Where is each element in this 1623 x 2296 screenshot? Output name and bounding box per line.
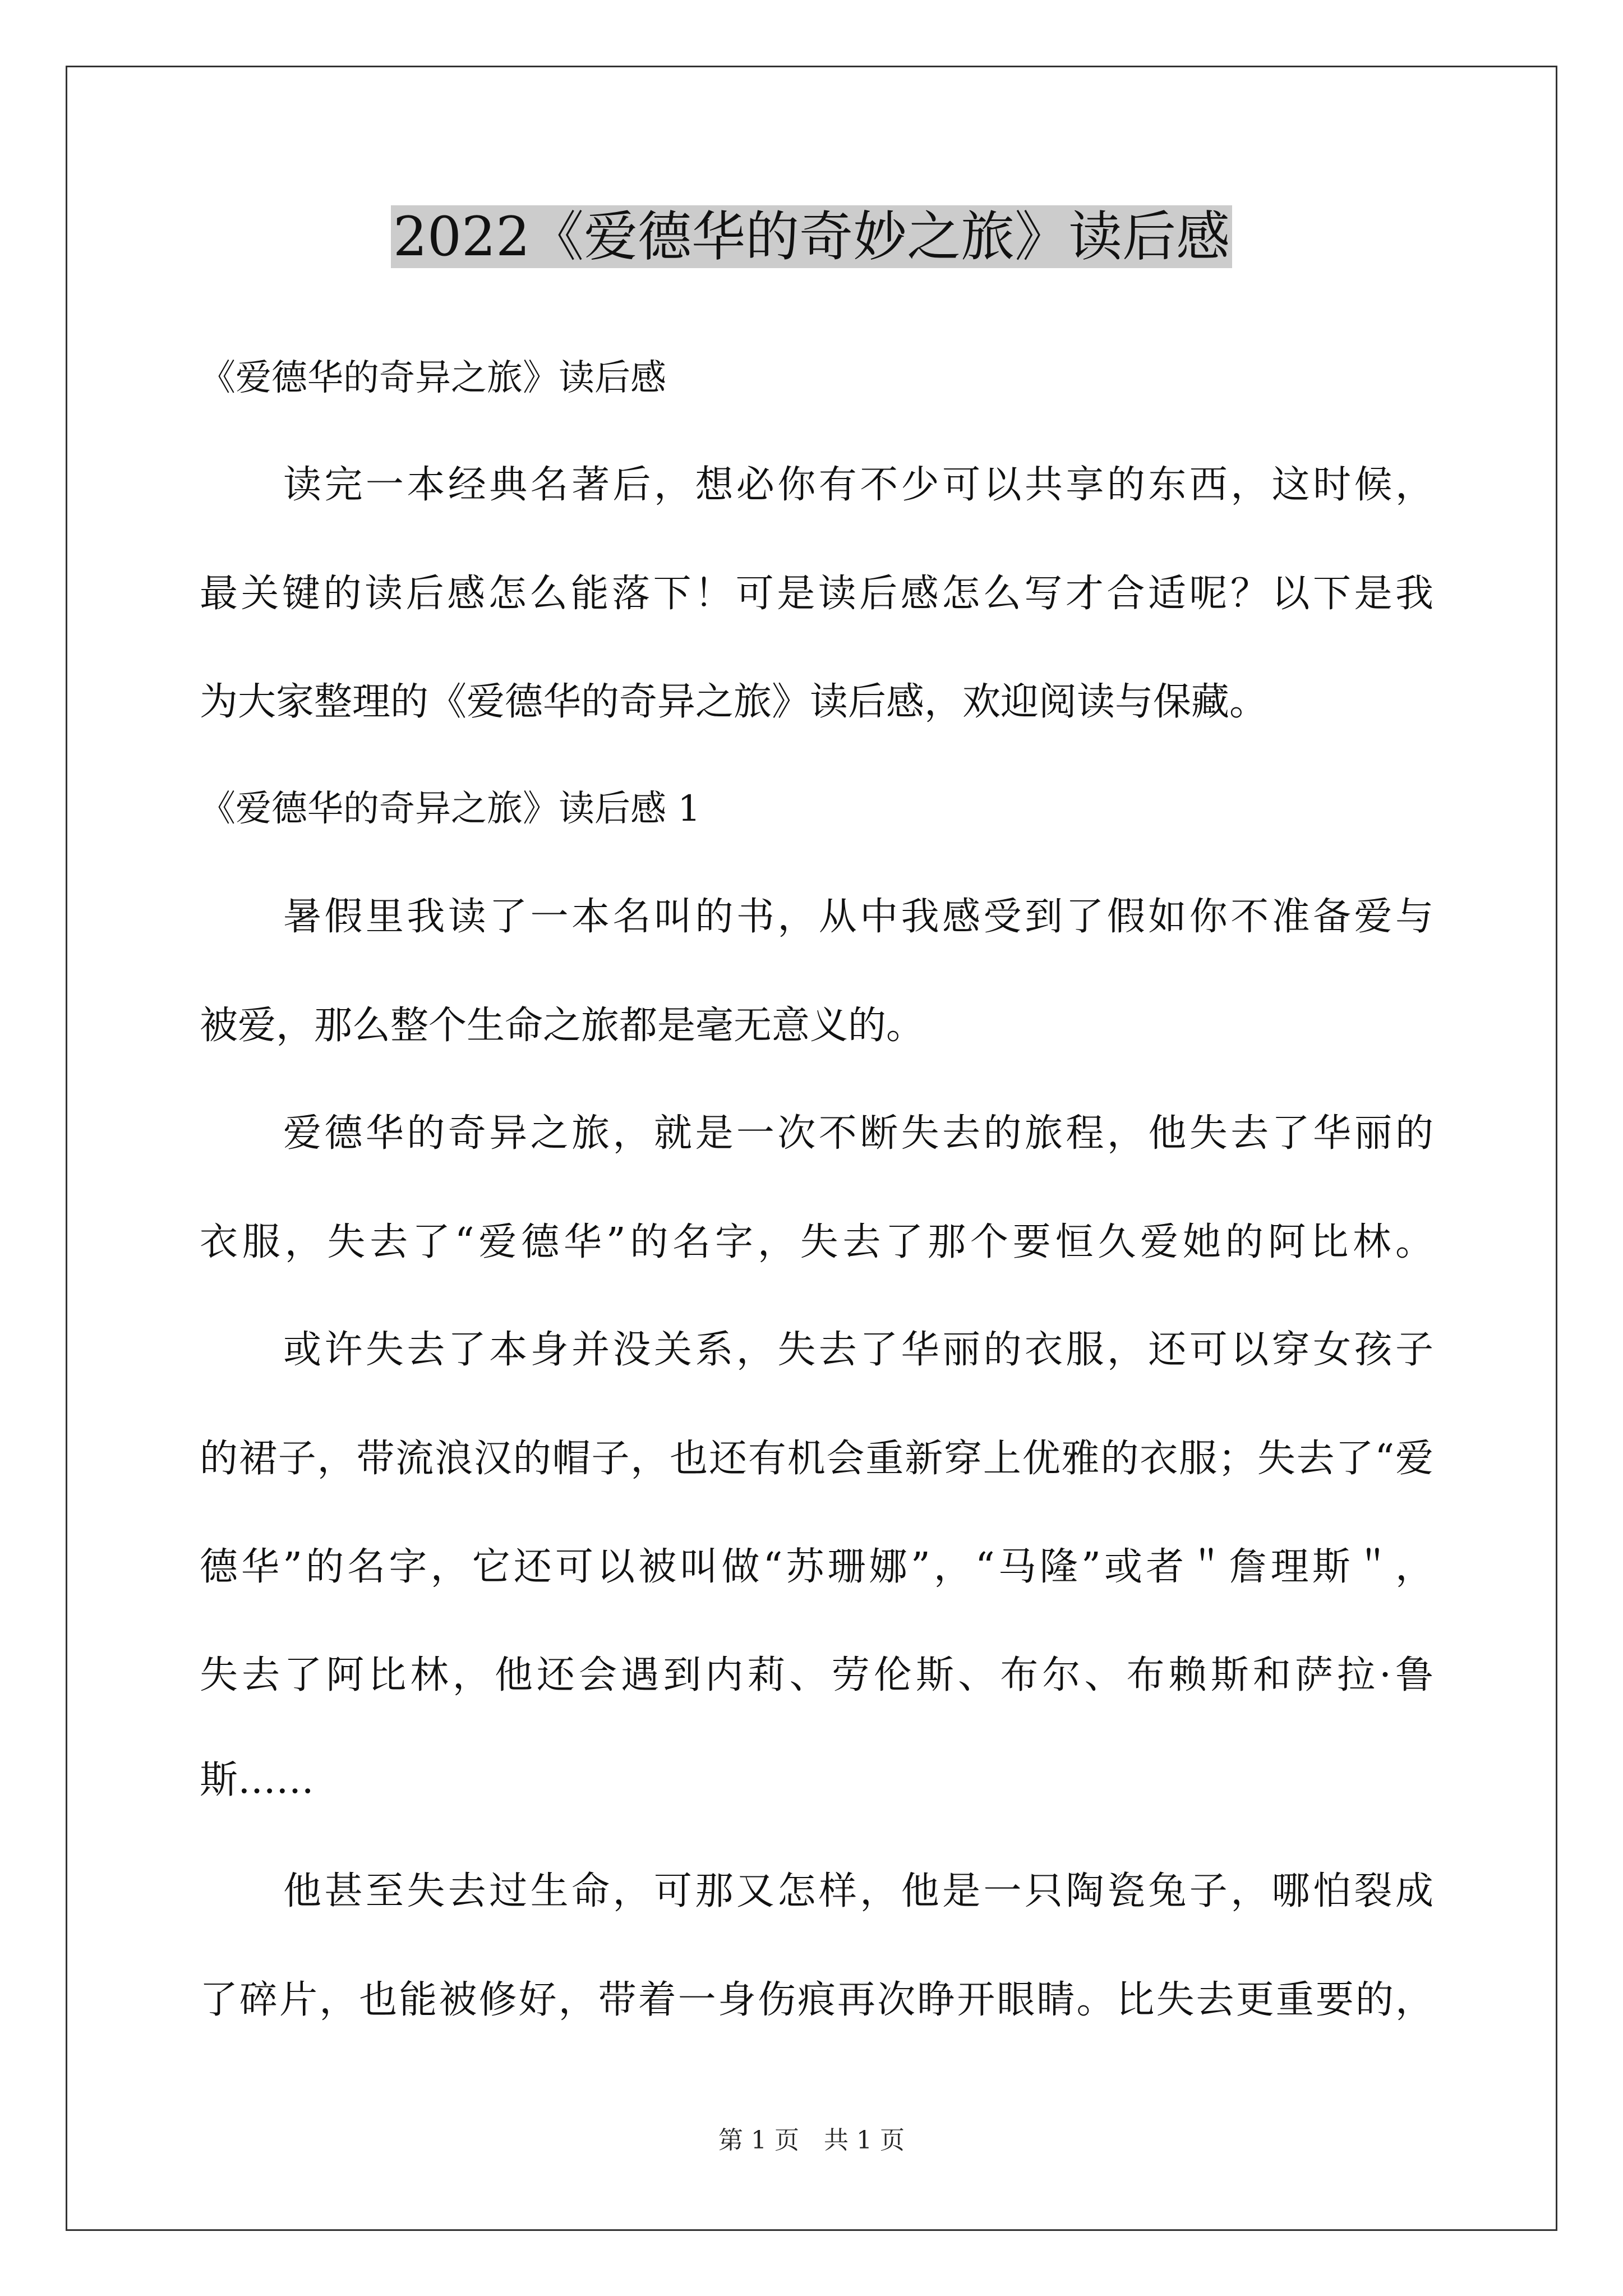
paragraph-line: 读完一本经典名著后，想必你有不少可以共享的东西，这时候， (283, 463, 1433, 507)
paragraph-line: 了碎片，也能被修好，带着一身伤痕再次睁开眼睛。比失去更重要的， (200, 1978, 1433, 2022)
paragraph-line: 的裙子，带流浪汉的帽子，也还有机会重新穿上优雅的衣服；失去了“爱 (200, 1437, 1433, 1481)
paragraph-line: 衣服，失去了“爱德华”的名字，失去了那个要恒久爱她的阿比林。 (200, 1220, 1433, 1264)
paragraph-line: 暑假里我读了一本名叫的书，从中我感受到了假如你不准备爱与 (283, 895, 1433, 939)
page-footer: 第 1 页 共 1 页 (718, 2126, 905, 2155)
paragraph-line: 为大家整理的《爱德华的奇异之旅》读后感，欢迎阅读与保藏。 (200, 680, 1268, 724)
paragraph-line: 最关键的读后感怎么能落下！可是读后感怎么写才合适呢？以下是我 (200, 572, 1433, 616)
section-heading: 《爱德华的奇异之旅》读后感 (200, 357, 666, 399)
paragraph-line: 或许失去了本身并没关系，失去了华丽的衣服，还可以穿女孩子 (283, 1328, 1433, 1372)
paragraph-line: 德华”的名字，它还可以被叫做“苏珊娜”，“马隆”或者＂詹理斯＂， (200, 1545, 1433, 1589)
section-heading: 《爱德华的奇异之旅》读后感 1 (200, 788, 701, 830)
paragraph-line: 失去了阿比林，他还会遇到内莉、劳伦斯、布尔、布赖斯和萨拉·鲁 (200, 1653, 1433, 1697)
paragraph-line: 他甚至失去过生命，可那又怎样，他是一只陶瓷兔子，哪怕裂成 (283, 1869, 1433, 1913)
paragraph-line: 被爱，那么整个生命之旅都是毫无意义的。 (200, 1004, 925, 1048)
document-title (0, 197, 1623, 276)
paragraph-line: 爱德华的奇异之旅，就是一次不断失去的旅程，他失去了华丽的 (283, 1111, 1433, 1156)
paragraph-line: 斯…… (200, 1758, 315, 1802)
document-title-text: 2022《爱德华的奇妙之旅》读后感 (391, 205, 1232, 268)
